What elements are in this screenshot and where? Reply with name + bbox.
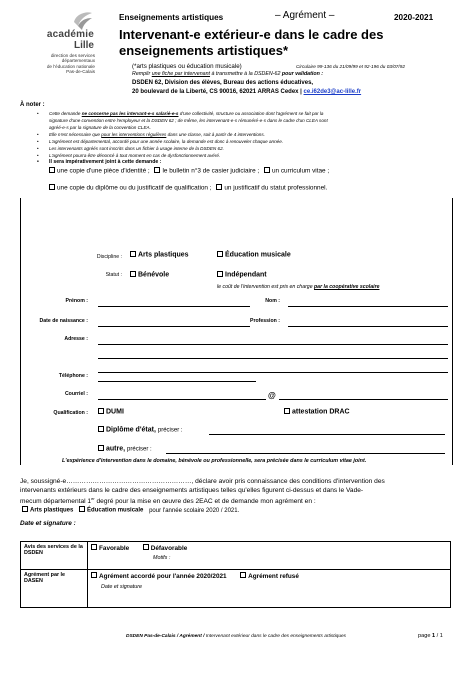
list-item: • Il sera impérativement joint à cette demande : [37,159,162,165]
date-signature-label: Date et signature : [20,520,76,527]
one-sheet-link[interactable]: une fiche par intervenant [151,71,211,77]
approval-cell-dasen [88,570,451,608]
qual-dumi: DUMI [98,408,124,416]
checkbox[interactable] [284,408,290,414]
telephone-field[interactable] [98,381,256,382]
address-line-2: 20 boulevard de la Liberté, CS 90016, 62021 ARRAS Cedex | ce.i62de3@ac-lille.fr [132,89,362,95]
checkbox[interactable] [22,506,28,512]
declaration-line-3: mecum départemental 1er degré pour la mise en œuvre des 2EAC et de demande mon agrément en : [20,496,316,506]
checkbox[interactable] [98,426,104,432]
agrement-accorde-option: Agrément accordé pour l'année 2020/2021 [91,573,227,580]
checkbox[interactable] [49,167,55,173]
discipline-options: Arts plastiques [130,251,189,259]
category-label: Enseignements artistiques [119,13,224,22]
list-item: agréé-e-s par la signature de la convention CLEA. [49,125,151,130]
required-docs-line-2: une copie du diplôme ou du justificatif de qualification ; un justificatif du statut professionnel. [49,184,327,192]
approval-label-dasen: Agrément par le DASEN [21,570,88,608]
checkbox[interactable] [91,572,97,578]
courriel-domain-field[interactable] [279,399,448,400]
favorable-option: Favorable [91,545,129,552]
checkbox[interactable] [240,572,246,578]
page-title-line-1: Intervenant-e extérieur-e dans le cadre des [119,27,384,42]
service-line: direction des services [50,53,95,58]
defavorable-option: Défavorable [143,545,188,552]
checkbox[interactable] [217,271,223,277]
checkbox[interactable] [264,167,270,173]
courriel-local-field[interactable] [98,399,266,400]
qualification-label: Qualification : [53,410,88,416]
date-naissance-label: Date de naissance : [39,318,88,324]
notes-heading: À noter : [20,102,45,108]
notes-list [37,110,328,166]
footer-text: DSDEN Pas-de-Calais / Agrément / Intervenant extérieur dans le cadre des enseignements artistiques [126,634,347,639]
checkbox[interactable] [98,408,104,414]
list-item: • Cette demande ne concerne pas les intervant-e-s salarié-e-s d'une collectivité, structure ou association dont l'agrément se fait par la [37,111,324,116]
profession-label: Profession : [250,318,280,324]
list-item: • Elle n'est nécessaire que pour les interventions régulières dans une classe, soit à partir de 4 interventions. [37,132,265,137]
circulaire-reference: Circulaire 99-136 du 21/09/99 et 92-196 du 03/07/92 [296,64,405,69]
date-signature-cell-label: Date et signature [101,583,143,590]
table-row [21,542,451,570]
logo-word-lille: Lille [73,40,94,51]
agrement-label: – Agrément – [275,10,335,21]
logo-word-academie: académie [46,29,94,40]
service-line: Pas-de-Calais [66,69,95,75]
list-item: • Les intervenants agréés sont inscrits dans un fichier à usage interne de la DSDEN 62. [37,146,224,151]
checkbox[interactable] [217,251,223,257]
school-year: 2020-2021 [394,13,434,22]
qual-autre: autre, préciser : [98,445,152,453]
checkbox[interactable] [143,544,149,550]
statut-benevole: Bénévole [130,271,169,279]
discipline-options-2: Éducation musicale [217,251,291,259]
subtitle: (*arts plastiques ou éducation musicale) [132,63,242,70]
checkbox[interactable] [98,445,104,451]
address-line-1: DSDEN 62, Division des élèves, Bureau des actions éducatives, [132,80,314,86]
fill-instructions: Remplir une fiche par intervenant à transmettre à la DSDEN-62 pour validation : [132,71,324,77]
nom-field[interactable] [288,306,448,307]
declaration-line-2: intervenants extérieurs dans le cadre des enseignements artistiques telles qu'elles figurent ci-dessus et dans le Vade- [20,487,364,494]
statut-independant: Indépendant [217,271,267,279]
nom-label: Nom : [265,298,280,304]
required-docs-line-1: une copie d'une pièce d'identité ; le bulletin n°3 de casier judiciaire ; un curriculum vitae ; [49,167,329,175]
prenom-field[interactable] [98,306,250,307]
page-number: page 1 / 1 [418,633,443,639]
at-sign: @ [268,391,276,400]
statut-label: Statut : [105,272,122,278]
adresse-field[interactable] [98,344,448,345]
courriel-label: Courriel : [64,391,88,397]
qual-diplome: Diplôme d'état, préciser : [98,426,183,434]
checkbox[interactable] [49,184,55,190]
statut-note: le coût de l'intervention est pris en charge par la coopérative scolaire [217,284,380,290]
telephone-label: Téléphone : [58,373,88,379]
page-title-line-2: enseignements artistiques* [119,43,289,58]
checkbox[interactable] [91,544,97,550]
list-item: • L'agrément est départemental, accordé pour une année scolaire, la demande est donc à renouveler chaque année. [37,139,284,144]
approval-cell-dsden [88,542,451,570]
profession-field[interactable] [288,326,448,327]
experience-note: L'expérience d'intervention dans le domaine, bénévole ou professionnelle, sera précisée dans le curriculum vitae joint. [62,458,367,464]
declaration-options: Arts plastiques Éducation musicale pour l'année scolaire 2020 / 2021. [22,506,239,514]
adresse-field-3[interactable] [98,372,448,373]
form-frame [20,198,453,465]
adresse-field-2[interactable] [98,358,448,359]
list-item: signature d'une convention entre l'employeur et la DSDEN 62 ; de même, les intervenant-e-s rémunéré-e-s dans le cadre d'un CLEA sont [49,118,328,123]
prenom-label: Prénom : [65,298,88,304]
adresse-label: Adresse : [64,336,88,342]
service-name [47,53,95,75]
agrement-refuse-option: Agrément refusé [240,573,299,580]
approval-table [20,541,451,608]
checkbox[interactable] [130,271,136,277]
autre-field[interactable] [166,453,445,454]
approval-label-dsden: Avis des services de la DSDEN [21,542,88,570]
table-row [21,570,451,608]
checkbox[interactable] [154,167,160,173]
motifs-label: Motifs : [153,554,171,561]
checkbox[interactable] [216,184,222,190]
service-line: départementaux [61,58,95,64]
list-item: • L'agrément pourra être dénoncé à tout moment en cas de dysfonctionnement avéré. [37,153,221,158]
diplome-field[interactable] [209,434,445,435]
checkbox[interactable] [130,251,136,257]
date-naissance-field[interactable] [98,326,250,327]
declaration-line-1: Je, soussigné-e…………………………………………………, déclare avoir pris connaissance des conditions d'intervention des [20,478,385,485]
checkbox[interactable] [79,506,85,512]
service-line: de l'éducation nationale [46,63,95,69]
email-link[interactable]: ce.i62de3@ac-lille.fr [303,89,362,95]
discipline-label: Discipline : [96,254,122,260]
qual-drac: attestation DRAC [284,408,350,416]
